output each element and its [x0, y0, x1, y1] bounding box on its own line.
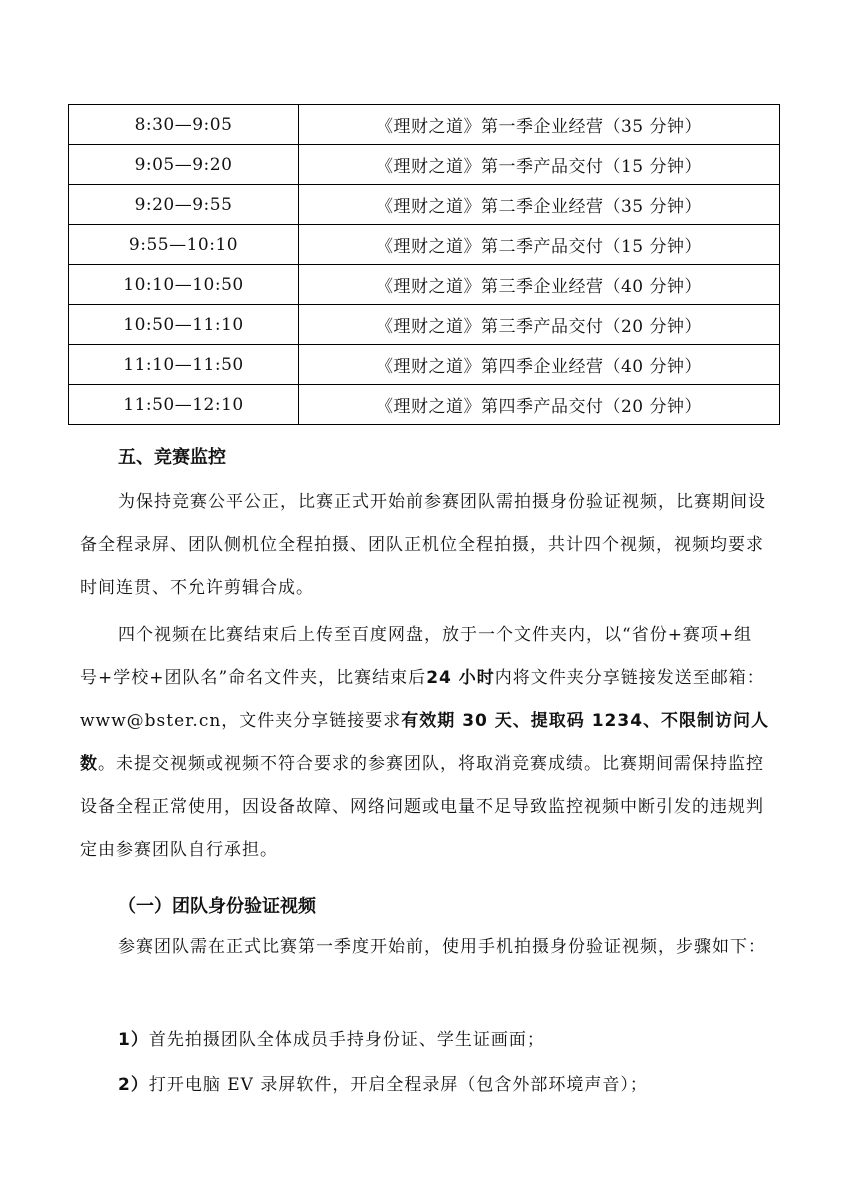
step-number: 2）: [118, 1075, 149, 1095]
activity-cell: 《理财之道》第三季企业经营（40 分钟）: [299, 265, 780, 305]
paragraph-text: 。未提交视频或视频不符合要求的参赛团队，将取消竞赛成绩。比赛期间需保持监控设备全程正常使用，因设备故障、网络问题或电量不足导致监控视频中断引发的违规判定由参赛团队自行承担。: [80, 754, 764, 860]
paragraph-text: 参赛团队需在正式比赛第一季度开始前，使用手机拍摄身份验证视频，步骤如下：: [118, 937, 766, 957]
paragraph: [80, 481, 770, 610]
time-cell: 9:05—9:20: [69, 145, 299, 185]
activity-cell: 《理财之道》第一季产品交付（15 分钟）: [299, 145, 780, 185]
time-cell: 11:50—12:10: [69, 385, 299, 425]
time-cell: 10:50—11:10: [69, 305, 299, 345]
paragraph-text: 为保持竞赛公平公正，比赛正式开始前参赛团队需拍摄身份验证视频，比赛期间设备全程录屏、团队侧机位全程拍摄、团队正机位全程拍摄，共计四个视频，视频均要求时间连贯、不允许剪辑合成。: [80, 492, 766, 598]
time-cell: 9:20—9:55: [69, 185, 299, 225]
paragraph: [80, 926, 770, 969]
activity-cell: 《理财之道》第二季产品交付（15 分钟）: [299, 225, 780, 265]
table-row: [69, 345, 780, 385]
table-row: [69, 385, 780, 425]
activity-cell: 《理财之道》第四季产品交付（20 分钟）: [299, 385, 780, 425]
step-item: [118, 1070, 648, 1095]
paragraph-text: 内将文件夹分享链接发送至邮箱：www@bster.cn，文件夹分享链接要求: [80, 668, 765, 731]
activity-cell: 《理财之道》第三季产品交付（20 分钟）: [299, 305, 780, 345]
paragraph-text: 四个视频在比赛结束后上传至百度网盘，放于一个文件夹内，以“省份+赛项+组号+学校+团队名”命名文件夹，比赛结束后: [80, 625, 753, 688]
section-heading: 五、竞赛监控: [118, 447, 226, 468]
schedule-table: [68, 104, 780, 425]
activity-cell: 《理财之道》第二季企业经营（35 分钟）: [299, 185, 780, 225]
step-text: 首先拍摄团队全体成员手持身份证、学生证画面；: [148, 1030, 545, 1050]
table-row: [69, 265, 780, 305]
subsection-heading: （一）团队身份验证视频: [118, 896, 316, 917]
activity-cell: 《理财之道》第一季企业经营（35 分钟）: [299, 105, 780, 145]
activity-cell: 《理财之道》第四季企业经营（40 分钟）: [299, 345, 780, 385]
table-row: [69, 105, 780, 145]
time-cell: 9:55—10:10: [69, 225, 299, 265]
table-row: [69, 225, 780, 265]
bold-text: 有效期 30 天、提取码 1234、不限制访问人数: [80, 711, 770, 774]
time-cell: 8:30—9:05: [69, 105, 299, 145]
time-cell: 10:10—10:50: [69, 265, 299, 305]
step-text: 打开电脑 EV 录屏软件，开启全程录屏（包含外部环境声音）；: [148, 1075, 648, 1095]
table-row: [69, 305, 780, 345]
table-row: [69, 145, 780, 185]
step-item: [118, 1025, 545, 1050]
table-row: [69, 185, 780, 225]
paragraph: [80, 614, 770, 872]
bold-text: 24 小时: [426, 668, 495, 688]
time-cell: 11:10—11:50: [69, 345, 299, 385]
step-number: 1）: [118, 1030, 149, 1050]
